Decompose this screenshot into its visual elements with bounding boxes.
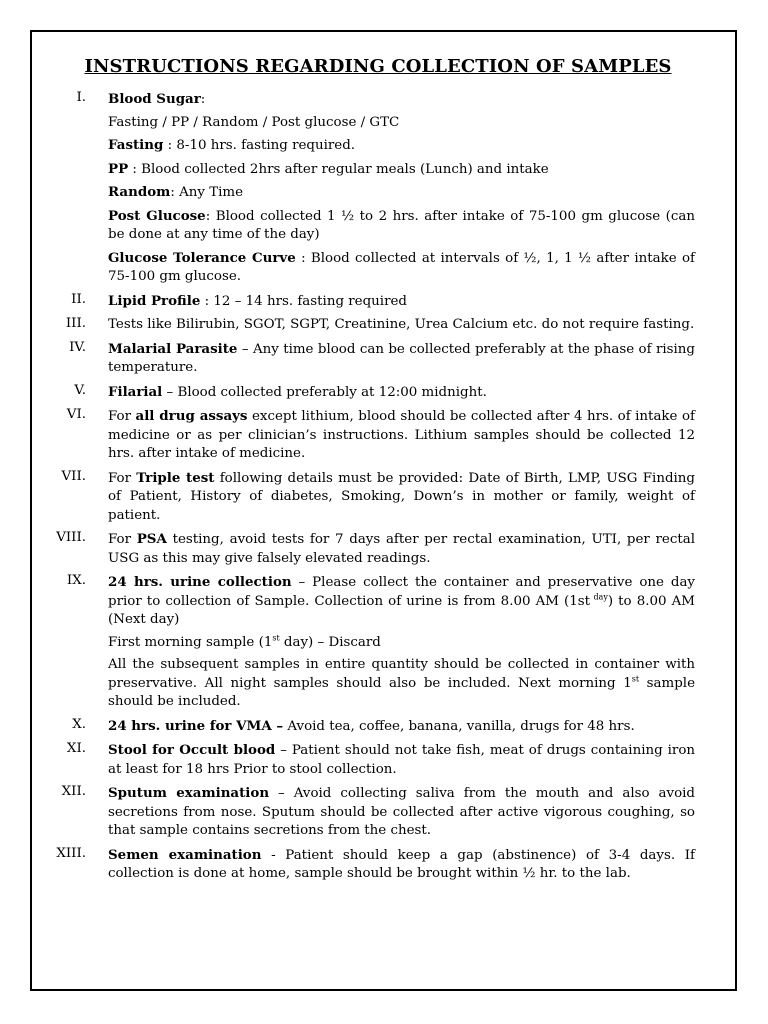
- text-run: For: [108, 470, 137, 486]
- item-paragraph: [108, 530, 695, 568]
- instruction-item: [0, 741, 768, 779]
- text-run: – Avoid collecting saliva from the mouth and also avoid secretions from nose. Sputum should be collected after active vigorous coughing, so that sample contains secretions from the chest.: [108, 786, 696, 838]
- text-run: : 12 – 14 hrs. fasting required: [200, 293, 407, 309]
- item-paragraph: [108, 407, 695, 464]
- text-run: For: [108, 532, 137, 547]
- item-paragraph: [108, 114, 695, 133]
- item-number: VII.: [61, 468, 86, 484]
- bold-term: Filarial: [108, 383, 163, 400]
- item-body: [108, 292, 695, 312]
- instruction-item: [0, 784, 768, 841]
- text-run: – Any time blood can be collected preferably at the phase of rising temperature.: [108, 341, 695, 375]
- instruction-item: [0, 407, 768, 464]
- item-number: V.: [74, 382, 86, 398]
- text-run: : 8-10 hrs. fasting required.: [163, 138, 356, 153]
- item-body: [108, 469, 695, 526]
- text-run: : Blood collected 1 ½ to 2 hrs. after intake of 75-100 gm glucose (can be done at any time of the day): [108, 208, 695, 242]
- item-paragraph: [108, 183, 695, 203]
- bold-term: Sputum examination: [108, 785, 270, 801]
- item-body: [108, 407, 695, 464]
- bold-term: PP: [108, 160, 129, 177]
- bold-term: Triple test: [136, 469, 215, 486]
- text-run: Fasting / PP / Random / Post glucose / GTC: [108, 114, 400, 130]
- page-title: INSTRUCTIONS REGARDING COLLECTION OF SAMPLES: [84, 56, 672, 77]
- bold-term: Random: [108, 184, 171, 200]
- item-number: I.: [76, 90, 86, 105]
- item-body: [108, 530, 695, 568]
- bold-term: Fasting: [108, 137, 164, 153]
- item-body: [108, 741, 695, 779]
- item-number: VI.: [66, 407, 86, 422]
- text-run: – Blood collected preferably at 12:00 midnight.: [162, 384, 487, 400]
- bold-term: Blood Sugar: [108, 91, 201, 107]
- text-run: Tests like Bilirubin, SGOT, SGPT, Creatinine, Urea Calcium etc. do not require fasting.: [108, 317, 695, 332]
- item-number: III.: [65, 316, 86, 331]
- item-number: VIII.: [56, 530, 86, 545]
- text-run: sample should be included.: [108, 675, 695, 709]
- instruction-item: [0, 340, 768, 378]
- bold-term: Post Glucose: [108, 207, 206, 224]
- item-body: [108, 573, 695, 712]
- item-paragraph: [108, 634, 695, 653]
- item-body: [108, 316, 695, 335]
- text-run: : Any Time: [170, 185, 244, 200]
- superscript-text: st: [631, 674, 640, 684]
- item-paragraph: [108, 741, 695, 779]
- bold-term: Glucose Tolerance Curve: [108, 249, 296, 266]
- item-paragraph: [108, 656, 695, 712]
- text-run: - Patient should keep a gap (abstinence) of 3-4 days. If collection is done at home, sample should be brought within ½ hr. to the lab.: [108, 847, 696, 881]
- text-run: – Patient should not take fish, meat of drugs containing iron at least for 18 hrs Prior to stool collection.: [108, 743, 696, 777]
- text-run: For: [108, 409, 136, 424]
- instruction-item: [0, 90, 768, 287]
- bold-term: Lipid Profile: [108, 292, 201, 309]
- bold-term: all drug assays: [135, 408, 248, 424]
- text-run: ) to 8.00 AM (Next day): [108, 593, 695, 627]
- superscript-text: day: [590, 592, 608, 602]
- item-number: IX.: [66, 573, 86, 588]
- instruction-item: [0, 292, 768, 312]
- item-number: XI.: [66, 741, 86, 756]
- text-run: Avoid tea, coffee, banana, vanilla, drugs for 48 hrs.: [283, 718, 635, 734]
- instruction-item: [0, 573, 768, 712]
- item-number: XII.: [61, 784, 86, 799]
- item-paragraph: [108, 340, 695, 378]
- item-paragraph: [108, 249, 695, 287]
- text-run: – Please collect the container and preservative one day prior to collection of Sample. Collection of urine is from 8.00 AM (1st: [108, 575, 695, 609]
- text-run: :: [200, 92, 206, 107]
- bold-term: 24 hrs. urine for VMA –: [108, 717, 284, 734]
- item-paragraph: [108, 316, 695, 335]
- item-paragraph: [108, 383, 695, 403]
- item-paragraph: [108, 160, 695, 180]
- instruction-item: [0, 530, 768, 568]
- instruction-item: [0, 316, 768, 335]
- bold-term: 24 hrs. urine collection: [108, 574, 292, 590]
- item-paragraph: [108, 784, 695, 841]
- bold-term: PSA: [136, 531, 167, 547]
- bold-term: Semen examination: [108, 846, 262, 863]
- item-paragraph: [108, 469, 695, 526]
- item-paragraph: [108, 207, 695, 245]
- instruction-item: [0, 846, 768, 884]
- item-number: IV.: [69, 339, 86, 355]
- item-body: [108, 846, 695, 884]
- item-number: XIII.: [56, 845, 86, 861]
- item-body: [108, 784, 695, 841]
- item-body: [108, 717, 695, 737]
- item-body: [108, 383, 695, 403]
- bold-term: Malarial Parasite: [108, 340, 238, 357]
- text-run: testing, avoid tests for 7 days after per rectal examination, UTI, per rectal USG as this may give falsely elevated readings.: [108, 532, 695, 566]
- item-paragraph: [108, 717, 695, 737]
- superscript-text: st: [272, 633, 280, 643]
- text-run: day) – Discard: [279, 634, 381, 650]
- bold-term: Stool for Occult blood: [108, 742, 276, 758]
- instruction-item: [0, 717, 768, 737]
- text-run: : Blood collected at intervals of ½, 1, 1 ½ after intake of 75-100 gm glucose.: [108, 250, 695, 284]
- text-run: except lithium, blood should be collected after 4 hrs. of intake of medicine or as per clinician’s instructions. Lithium samples should be collected 12 hrs. after intake of medicine.: [108, 409, 695, 461]
- text-run: following details must be provided: Date of Birth, LMP, USG Finding of Patient, History of diabetes, Smoking, Down’s in mother or family, weight of patient.: [108, 470, 696, 523]
- item-body: [108, 90, 695, 287]
- item-body: [108, 340, 695, 378]
- item-paragraph: [108, 573, 695, 630]
- instruction-item: [0, 469, 768, 526]
- item-number: II.: [71, 291, 86, 307]
- text-run: All the subsequent samples in entire quantity should be collected in container with preservative. All night samples should also be included. Next morning 1: [108, 657, 695, 691]
- text-run: : Blood collected 2hrs after regular meals (Lunch) and intake: [128, 161, 549, 177]
- text-run: First morning sample (1: [108, 634, 273, 650]
- item-paragraph: [108, 90, 695, 110]
- instruction-item: [0, 383, 768, 403]
- item-number: X.: [72, 716, 86, 732]
- item-paragraph: [108, 846, 695, 884]
- item-paragraph: [108, 292, 695, 312]
- instruction-list: [0, 90, 768, 889]
- item-paragraph: [108, 136, 695, 156]
